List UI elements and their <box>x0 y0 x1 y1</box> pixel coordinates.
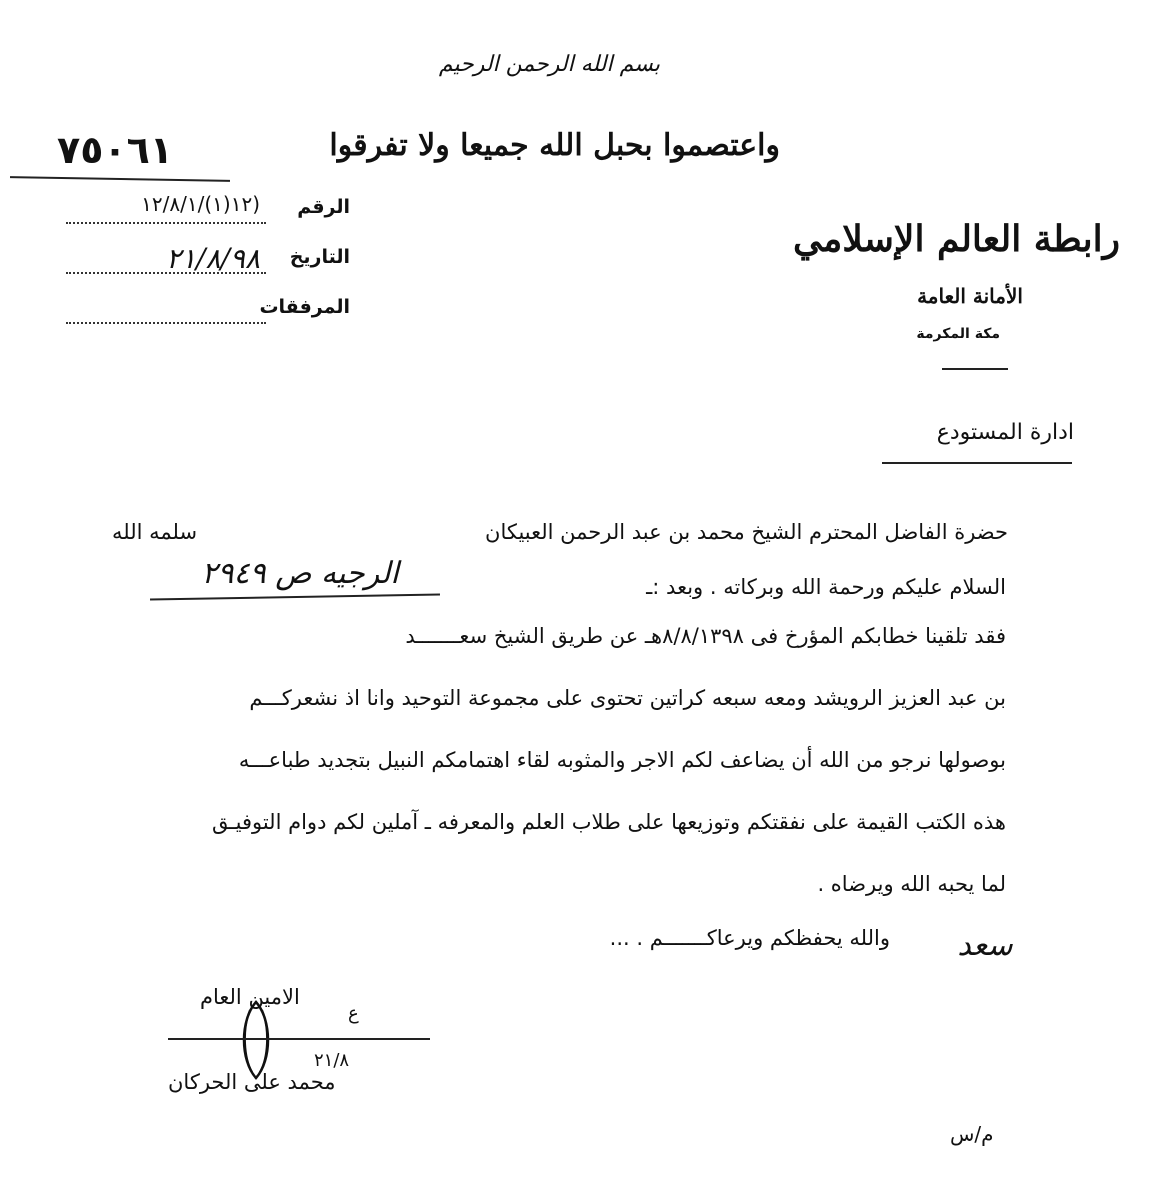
reference-date-value: ٢١/٨/٩٨ <box>165 242 260 275</box>
signature-date: ٢١/٨ <box>314 1050 350 1071</box>
basmala: بسم الله الرحمن الرحيم <box>438 52 660 77</box>
signature-mark <box>236 1000 276 1080</box>
organization-name: رابطة العالم الإسلامي <box>792 218 1120 260</box>
reference-number-row <box>30 192 350 232</box>
reference-date-row <box>30 242 350 282</box>
signatory-title-text: الامين العام <box>200 985 300 1009</box>
salutation-name: حضرة الفاضل المحترم الشيخ محمد بن عبد الرحمن العبيكان <box>485 520 1008 544</box>
handwritten-number-underline <box>10 176 230 182</box>
greeting: السلام عليكم ورحمة الله وبركاته . وبعد :ـ <box>646 575 1006 599</box>
closing-line: والله يحفظكم ويرعاكـــــــم . ... <box>609 926 890 950</box>
organization-department: الأمانة العامة <box>917 284 1023 308</box>
reference-number-value: ١٢(١)/١٢/٨/١) <box>141 192 260 216</box>
footer-code: م/س <box>950 1122 994 1146</box>
department-underline <box>882 462 1072 464</box>
department-line: ادارة المستودع <box>936 420 1074 445</box>
organization-underline <box>942 368 1008 370</box>
verse-calligraphy: واعتصموا بحبل الله جميعا ولا تفرقوا <box>329 128 780 163</box>
signature-line <box>168 1038 430 1040</box>
body-line: هذه الكتب القيمة على نفقتكم وتوزيعها على طلاب العلم والمعرفه ـ آملين لكم دوام التوفيـق <box>211 810 1006 834</box>
reference-date-line <box>66 272 266 274</box>
reference-date-label: التاريخ <box>289 246 350 268</box>
body-line: بوصولها نرجو من الله أن يضاعف لكم الاجر والمثوبه لقاء اهتمامكم النبيل بتجديد طباعـــه <box>238 748 1006 772</box>
attachments-row <box>30 292 350 332</box>
handwritten-initials: سعد <box>957 928 1013 963</box>
body-line: لما يحبه الله ويرضاه . <box>817 872 1006 896</box>
body-line: فقد تلقينا خطابكم المؤرخ فى ٨/٨/١٣٩٨هـ عن طريق الشيخ سعـــــــد <box>405 624 1006 648</box>
handwritten-reference: الرجيه ص ٢٩٤٩ <box>201 556 399 591</box>
reference-number-line <box>66 222 266 224</box>
handwritten-reference-line <box>150 593 440 600</box>
organization-city: مكة المكرمة <box>916 326 1000 342</box>
signatory-title-mark: ع <box>348 1003 359 1024</box>
reference-number-label: الرقم <box>297 196 350 218</box>
attachments-label: المرفقات <box>259 296 350 318</box>
signatory-name: محمد على الحركان <box>168 1070 336 1094</box>
handwritten-number: ٧٥٠٦١ <box>57 128 173 172</box>
body-line: بن عبد العزيز الرويشد ومعه سبعه كراتين تحتوى على مجموعة التوحيد وانا اذ نشعركـــم <box>249 686 1006 710</box>
attachments-line <box>66 322 266 324</box>
salutation-blessing: سلمه الله <box>112 520 198 544</box>
